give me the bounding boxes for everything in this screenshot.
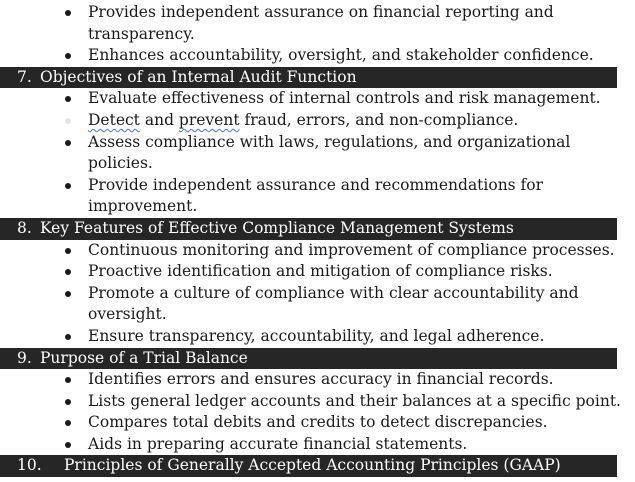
list-item-text: and (139, 110, 179, 129)
list-item (0, 110, 635, 132)
bullet-icon (65, 248, 71, 254)
list-item (0, 326, 635, 348)
list-item (0, 412, 635, 434)
list-item-text: Aids in preparing accurate financial statements. (88, 434, 468, 453)
bullet-icon (65, 269, 71, 275)
bullet-icon (65, 291, 71, 297)
bullet-list-section6-tail (0, 2, 635, 67)
list-item (0, 45, 635, 67)
section-heading-8 (0, 218, 617, 240)
bullet-icon (65, 420, 71, 426)
bullet-list-section9 (0, 369, 635, 455)
list-item-text: Provide independent assurance and recommendations for improvement. (88, 175, 544, 216)
list-item-text: Compares total debits and credits to detect discrepancies. (88, 413, 548, 432)
spellcheck-flagged-word[interactable]: Detect (88, 110, 140, 129)
list-item-text: Continuous monitoring and improvement of compliance processes. (88, 240, 615, 259)
list-item-text: Lists general ledger accounts and their balances at a specific point. (88, 391, 621, 410)
bullet-icon (65, 334, 71, 340)
bullet-icon (65, 140, 71, 146)
list-item-text: Identifies errors and ensures accuracy in financial records. (88, 370, 554, 389)
list-item-text: Enhances accountability, oversight, and stakeholder confidence. (88, 46, 594, 65)
section-title: Purpose of a Trial Balance (40, 348, 248, 367)
section-heading-9 (0, 348, 617, 370)
spellcheck-flagged-word[interactable]: prevent (178, 110, 240, 129)
section-number: 8. (17, 218, 32, 237)
list-item-text: Ensure transparency, accountability, and legal adherence. (88, 326, 545, 345)
list-item (0, 261, 635, 283)
bullet-icon (65, 10, 71, 16)
bullet-icon (65, 399, 71, 405)
list-item (0, 283, 635, 326)
bullet-icon (65, 183, 71, 189)
bullet-icon (65, 118, 71, 124)
list-item-text: Assess compliance with laws, regulations, and organizational policies. (88, 132, 571, 173)
list-item-text: Provides independent assurance on financial reporting and transparency. (88, 3, 554, 43)
list-item-text: fraud, errors, and non-compliance. (239, 110, 519, 129)
bullet-list-section7 (0, 88, 635, 218)
list-item (0, 88, 635, 110)
section-title: Principles of Generally Accepted Accounting Principles (GAAP) (64, 456, 561, 475)
document-page (0, 2, 635, 477)
list-item (0, 369, 635, 391)
list-item (0, 434, 635, 456)
list-item (0, 240, 635, 262)
section-number: 10. (17, 456, 42, 475)
bullet-icon (65, 96, 71, 102)
section-heading-10 (0, 455, 617, 477)
bullet-icon (65, 442, 71, 448)
section-title: Objectives of an Internal Audit Function (40, 67, 357, 86)
section-heading-7 (0, 67, 617, 89)
list-item (0, 132, 635, 175)
list-item (0, 391, 635, 413)
section-number: 7. (17, 67, 32, 86)
list-item-text: Proactive identification and mitigation of compliance risks. (88, 262, 553, 281)
bullet-list-section8 (0, 240, 635, 348)
bullet-icon (65, 53, 71, 59)
section-number: 9. (17, 348, 32, 367)
list-item (0, 2, 635, 45)
list-item-text: Promote a culture of compliance with clear accountability and oversight. (88, 283, 579, 324)
bullet-icon (65, 377, 71, 383)
list-item (0, 175, 635, 218)
list-item-text: Evaluate effectiveness of internal controls and risk management. (88, 89, 601, 108)
section-title: Key Features of Effective Compliance Management Systems (40, 218, 514, 237)
